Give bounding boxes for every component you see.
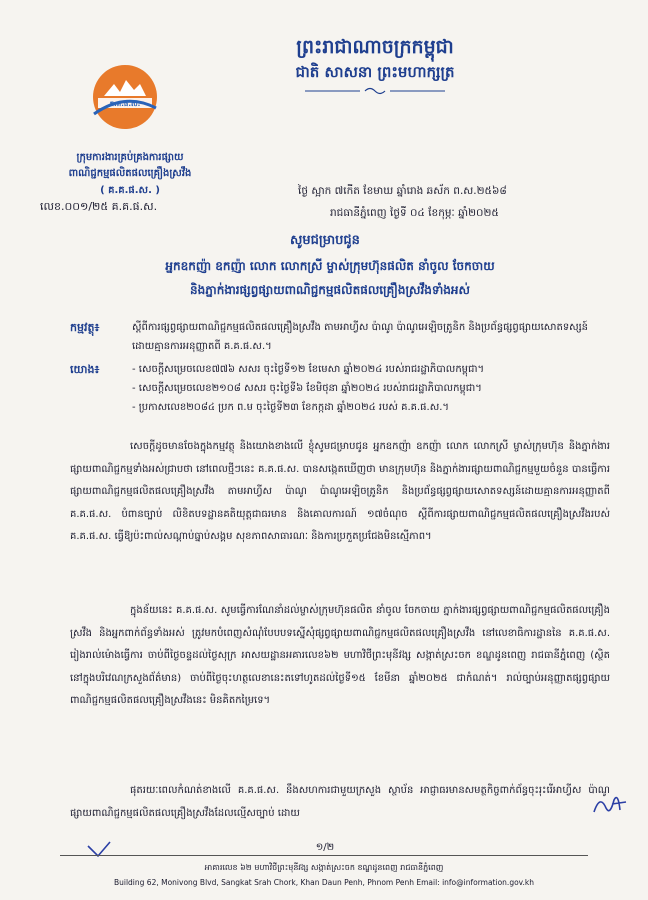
subject-block [70, 318, 610, 356]
reference-item: - ប្រកាសលេខ២០៨៤ ប្រក ព.ម ចុះថ្ងៃទី២៣ ខែកក្កដា ឆ្នាំ២០២៤ របស់ គ.គ.ផ.ស.។ [132, 402, 450, 413]
lunar-date: ថ្ងៃ ស្អាក ៧កើត ខែមាឃ ឆ្នាំរោង ឆស័ក ព.ស.២៥៦៨ [298, 185, 507, 197]
reference-block [70, 360, 610, 417]
reference-label: យោង៖ [70, 363, 100, 376]
notice-title: សូមជម្រាបជូន [290, 233, 360, 248]
reference-list [132, 360, 602, 417]
national-motto: ជាតិ សាសនា ព្រះមហាក្សត្រ [295, 63, 455, 81]
reference-item: - សេចក្តីសម្រេចលេខ៧៧៦ សសរ ចុះថ្ងៃទី១២ ខែមេសា ឆ្នាំ២០២៤ របស់រាជរដ្ឋាភិបាលកម្ពុជា។ [132, 364, 485, 375]
solar-date: រាជធានីភ្នំពេញ ថ្ងៃទី ០៤ ខែកុម្ភៈ ឆ្នាំ២០២៥ [330, 207, 499, 219]
page-number: ១/២ [315, 842, 335, 853]
reference-item: - សេចក្តីសម្រេចលេខ២១០៨ សសរ ចុះថ្ងៃទី៦ ខែមិថុនា ឆ្នាំ២០២៤ របស់រាជរដ្ឋាភិបាលកម្ពុជា។ [132, 383, 482, 394]
reference-number: លេខ.០០១/២៥ គ.គ.ផ.ស. [40, 200, 158, 213]
org-name-line1: ក្រុមការងារគ្រប់គ្រងការផ្សាយ [76, 152, 184, 163]
addressee-line-2: និងភ្នាក់ងារផ្សព្វផ្សាយពាណិជ្ជកម្មផលិតផលគ្រឿងស្រវឹងទាំងអស់ [190, 283, 470, 297]
organization-name [40, 150, 220, 182]
addressee-line-1: អ្នកឧកញ៉ា ឧកញ៉ា លោក លោកស្រី ម្ចាស់ក្រុមហ៊ុនផលិត នាំចូល ចែកចាយ [165, 259, 495, 273]
logo-text: គ.គ.ផ.ស. [109, 100, 141, 108]
organization-abbreviation: ( គ.គ.ផ.ស. ) [100, 185, 160, 196]
handwritten-initials [590, 790, 630, 818]
body-paragraph-2: ក្នុងន័យនេះ គ.គ.ផ.ស. សូមធ្វើការណែនាំដល់ម្ចាស់ក្រុមហ៊ុនផលិត នាំចូល ចែកចាយ ភ្នាក់ងារផ្សព្វផ្សាយពាណិជ្ជកម្មផលិតផលគ្រឿងស្រវឹង និងអ្នកពាក់ព័ន្ធទាំងអស់ ត្រូវមកបំពេញសំណុំបែបបទស្នើសុំផ្សព្វផ្សាយពាណិជ្ជកម្មផលិតផលគ្រឿងស្រវឹង នៅលេខាធិការដ្ឋាននៃ គ.គ.ផ.ស. រៀងរាល់ម៉ោងធ្វើការ ចាប់ពីថ្ងៃចន្ទដល់ថ្ងៃសុក្រ អាសយដ្ឋានអគារលេខ៦២ មហាវិថីព្រះមុនីវង្ស សង្កាត់ស្រះចក ខណ្ឌដូនពេញ រាជធានីភ្នំពេញ (ស្ថិតនៅក្នុងបរិវេណក្រសួងព័ត៌មាន) ចាប់ពីថ្ងៃចុះហត្ថលេខានេះតទៅហូតដល់ថ្ងៃទី១៥ ខែមីនា ឆ្នាំ២០២៥ ជាកំណត់។ រាល់ច្បាប់អនុញ្ញាតផ្សព្វផ្សាយពាណិជ្ជកម្មផលិតផលគ្រឿងស្រវឹងនេះ មិនគិតកម្រៃទេ។ [70, 605, 610, 706]
footer-divider [60, 855, 588, 856]
footer-address-english: Building 62, Monivong Blvd, Sangkat Srah Chork, Khan Daun Penh, Phnom Penh Email: info@information.gov.kh [113, 878, 534, 887]
body-paragraph-3: ផុតរយៈពេលកំណត់ខាងលើ គ.គ.ផ.ស. នឹងសហការជាមួយក្រសួង ស្ថាប័ន អាជ្ញាធរមានសមត្ថកិច្ចពាក់ព័ន្ធចុះរុះរើអាហ្វីស ប៉ាណូផ្សាយពាណិជ្ជកម្មផលិតផលគ្រឿងស្រវឹងដែលល្មើសច្បាប់ ដោយ [70, 785, 610, 819]
org-name-line2: ពាណិជ្ជកម្មផលិតផលគ្រឿងស្រវឹង [68, 168, 192, 179]
organization-logo [90, 62, 160, 132]
footer-address-khmer: អាគារលេខ ៦២ មហាវិថីព្រះមុនីវង្ស សង្កាត់ស្រះចក ខណ្ឌដូនពេញ រាជធានីភ្នំពេញ [204, 863, 444, 872]
body-paragraph-1: សេចក្តីដូចមានចែងក្នុងកម្មវត្ថុ និងយោងខាងលើ ខ្ញុំសូមជម្រាបជូន អ្នកឧកញ៉ា ឧកញ៉ា លោក លោកស្រី ម្ចាស់ក្រុមហ៊ុន និងភ្នាក់ងារផ្សាយពាណិជ្ជកម្មទាំងអស់ជ្រាបថា នៅពេលថ្មីៗនេះ គ.គ.ផ.ស. បានសង្កេតឃើញថា មានក្រុមហ៊ុន និងភ្នាក់ងារផ្សាយពាណិជ្ជកម្មមួយចំនួន បានធ្វើការផ្សាយពាណិជ្ជកម្មផលិតផលគ្រឿងស្រវឹង តាមអាហ្វីស ប៉ាណូ ប៉ាណូអេឡិចត្រូនិក និងប្រព័ន្ធផ្សព្វផ្សាយសោតទស្សន៍ដោយគ្មានការអនុញ្ញាតពី គ.គ.ផ.ស. បំពានច្បាប់ លិខិតបទដ្ឋានគតិយុត្តជាធរមាន និងគោលការណ៍ ១៧ចំណុច ស្តីពីការផ្សាយពាណិជ្ជកម្មផលិតផលគ្រឿងស្រវឹងរបស់ គ.គ.ផ.ស. ធ្វើឱ្យប៉ះពាល់សណ្តាប់ធ្នាប់សង្គម សុខភាពសាធារណៈ និងការប្រកួតប្រជែងមិនស្មើភាព។ [70, 441, 610, 542]
motto-ornament [300, 86, 450, 96]
subject-label: កម្មវត្ថុ៖ [70, 321, 100, 334]
subject-text: ស្តីពីការផ្សព្វផ្សាយពាណិជ្ជកម្មផលិតផលគ្រឿងស្រវឹង តាមអាហ្វីស ប៉ាណូ ប៉ាណូអេឡិចត្រូនិក និងប្រព័ន្ធផ្សព្វផ្សាយសោតទស្សន៍ ដោយគ្មានការអនុញ្ញាតពី គ.គ.ផ.ស.។ [132, 322, 589, 352]
kingdom-heading: ព្រះរាជាណាចក្រកម្ពុជា [296, 36, 454, 58]
handwritten-mark [84, 840, 114, 860]
